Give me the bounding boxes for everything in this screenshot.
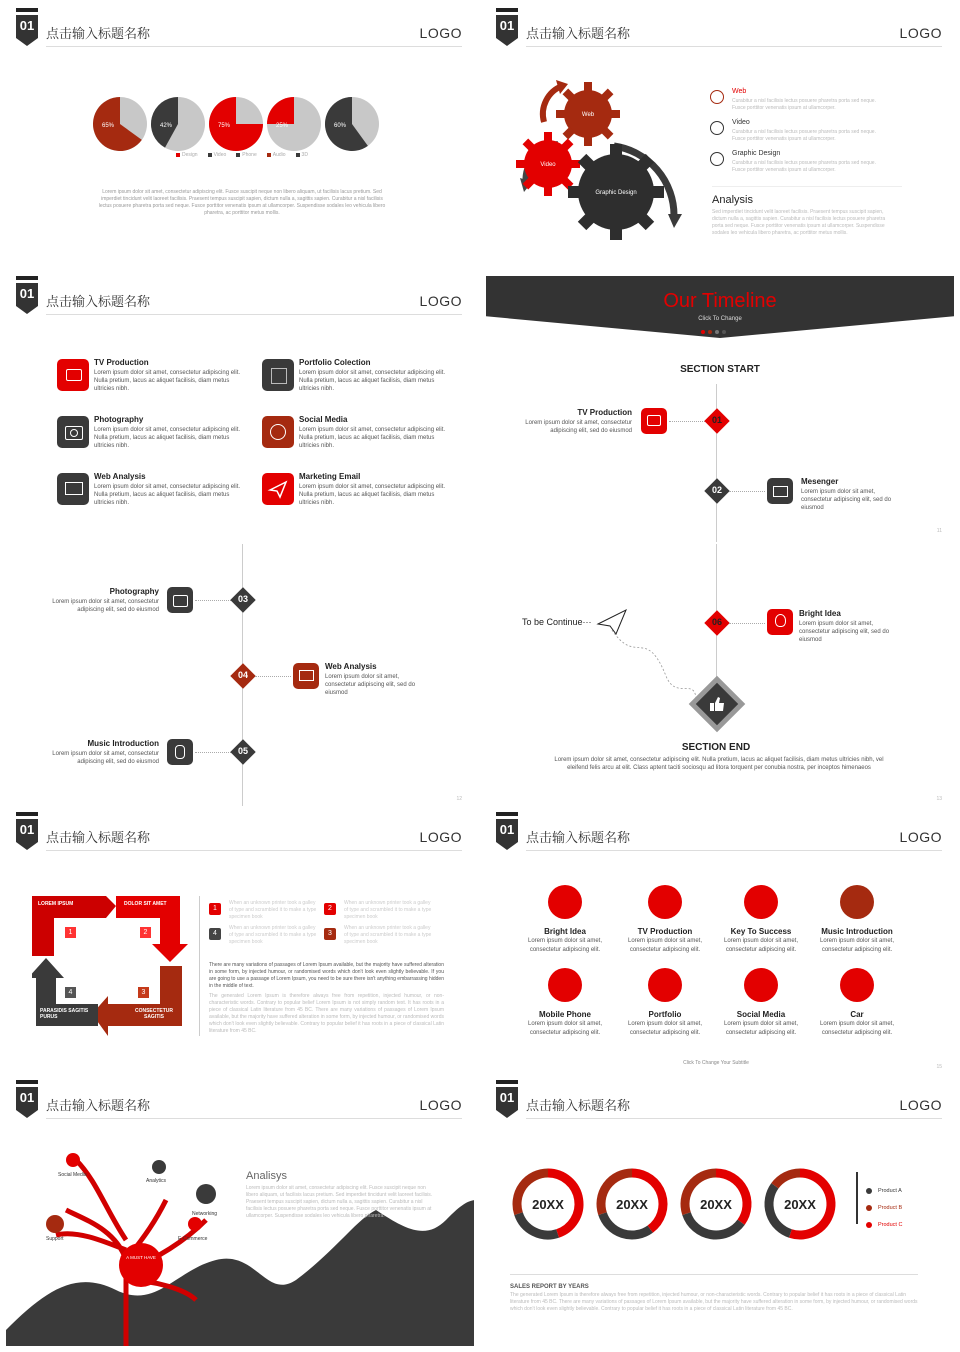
list-item	[710, 119, 886, 150]
gear-graphic-design	[568, 144, 664, 240]
legend-label: Audio	[272, 152, 286, 158]
item-desc: Lorem ipsum dolor sit amet, consectetur adipiscing elit. Nulla pretium, lacus ac aliquet facilisis, diam metus ultricies nibh.	[299, 484, 446, 506]
thumbs-up-icon	[708, 695, 726, 713]
item-title: Portfolio Colection	[299, 358, 371, 367]
connector	[195, 752, 231, 753]
pie-label: 75%	[217, 123, 231, 129]
item-title: Web Analysis	[94, 472, 146, 481]
legend-label: Design	[182, 152, 198, 158]
tree-graphic	[6, 1140, 474, 1346]
item-title: Key To Success	[730, 927, 792, 936]
support-icon	[46, 1215, 64, 1233]
gear-web	[556, 82, 620, 146]
tree-label: E-Commerce	[178, 1236, 208, 1242]
logo: LOGO	[899, 25, 942, 41]
ring-chart	[601, 1173, 663, 1235]
divider	[712, 186, 902, 187]
section-start: SECTION START	[680, 364, 760, 375]
legend-item	[267, 152, 286, 158]
logo: LOGO	[419, 293, 462, 309]
legend-item	[866, 1182, 902, 1199]
tv-icon	[57, 359, 89, 391]
ring-label: 20XX	[700, 1197, 732, 1212]
social-media-icon	[66, 1153, 80, 1167]
event-title: Music Introduction	[87, 739, 159, 748]
subtitle: Click To Change Your Subtitle	[683, 1060, 749, 1066]
slide-title: 点击输入标题名称	[46, 831, 151, 846]
item-title: Bright Idea	[544, 927, 586, 936]
mobile-phone-icon	[548, 968, 582, 1002]
ring-segment	[687, 1214, 742, 1235]
event-desc: Lorem ipsum dolor sit amet, consectetur adipiscing elit, sed do eiusmod	[325, 674, 416, 696]
ecommerce-icon	[188, 1217, 202, 1231]
item-title: TV Production	[94, 358, 149, 367]
pie-chart	[151, 97, 205, 151]
item-title: Photography	[94, 415, 144, 424]
item-text: When an unknown printer took a galley of type and scrambled it to make a type specimen book	[229, 925, 317, 945]
slide-pie-charts	[6, 8, 474, 274]
slide-icon-grid	[486, 812, 954, 1078]
connector	[729, 623, 765, 624]
page-number: 15	[936, 1064, 942, 1070]
logo: LOGO	[899, 1097, 942, 1113]
item-title: Web	[732, 88, 747, 95]
slide-number-badge: 01	[16, 812, 38, 850]
list-item	[710, 88, 886, 119]
legend-label: Product A	[878, 1187, 902, 1194]
monitor-icon	[293, 663, 319, 689]
legend-swatch	[866, 1222, 872, 1228]
legend-item	[866, 1216, 902, 1233]
marker-number: 01	[711, 415, 722, 425]
ring-chart	[517, 1173, 579, 1235]
slide-title: 点击输入标题名称	[526, 831, 631, 846]
ring-legend	[866, 1182, 902, 1233]
cycle-step-number: 4	[65, 987, 76, 998]
event-title: Web Analysis	[325, 662, 377, 671]
arrow-label: LOREM IPSUM	[38, 901, 74, 907]
item-desc: Lorem ipsum dolor sit amet, consectetur adipiscing elit.	[527, 1021, 603, 1036]
tree-label: Networking	[192, 1211, 218, 1217]
pie-slice	[267, 97, 294, 124]
item-desc: Lorem ipsum dolor sit amet, consectetur adipiscing elit. Nulla pretium, lacus ac aliquet facilisis, diam metus ultricies nibh.	[299, 427, 446, 449]
slide-timeline-middle	[6, 544, 474, 810]
item-number: 1	[209, 903, 221, 915]
legend-swatch	[208, 153, 212, 157]
title-divider	[46, 46, 462, 47]
car-icon	[840, 968, 874, 1002]
portfolio-icon	[648, 968, 682, 1002]
item-title: Portfolio	[648, 1010, 682, 1019]
pie-chart	[267, 97, 321, 151]
networking-icon	[196, 1184, 216, 1204]
item-title: Graphic Design	[732, 150, 781, 157]
logo: LOGO	[419, 25, 462, 41]
slide-sales-rings	[486, 1080, 954, 1346]
item-desc: Lorem ipsum dolor sit amet, consectetur adipiscing elit. Nulla pretium, lacus ac aliquet facilisis, diam metus ultricies nibh.	[299, 370, 446, 392]
camera-icon	[167, 587, 193, 613]
ring-label: 20XX	[784, 1197, 816, 1212]
page-number: 12	[456, 796, 462, 802]
legend-label: Video	[213, 152, 227, 158]
item-title: Social Media	[736, 1010, 786, 1019]
connector	[255, 676, 291, 677]
legend-swatch	[866, 1188, 872, 1194]
slide-timeline-end	[486, 544, 954, 810]
event-title: Mesenger	[801, 477, 839, 486]
item-desc: Lorem ipsum dolor sit amet, consectetur adipiscing elit. Nulla pretium, lacus ac aliquet facilisis, diam metus ultricies nibh.	[94, 484, 241, 506]
item-number: 3	[324, 928, 336, 940]
connector	[669, 421, 705, 422]
analysis-text: Sed imperdiet tincidunt velit laoreet facilisis. Praesent tempus suscipit sapien, dictum nulla a, sagittis sapien. Curabitur a nisl facilisis lectus posuere pharetra porta sed neque. Fusce porttitor venenatis ipsum at ullamcorper. Suspendisse sodales leo vehicula libero pharetra, ac porttitor metus mollis.	[712, 209, 886, 236]
event-desc: Lorem ipsum dolor sit amet, consectetur adipiscing elit, sed do eiusmod	[52, 599, 159, 613]
legend-item	[866, 1199, 902, 1216]
item-desc: Curabitur a nisl facilisis lectus posuere pharetra porta sed neque. Fusce porttitor venenatis ipsum at ullamcorper.	[732, 160, 876, 173]
key-icon	[744, 885, 778, 919]
event-title: Photography	[109, 587, 159, 596]
svg-text:Graphic Design: Graphic Design	[595, 190, 637, 196]
music-icon	[840, 885, 874, 919]
marker-number: 06	[711, 617, 722, 627]
pie-chart	[209, 97, 263, 151]
item-desc: Lorem ipsum dolor sit amet, consectetur adipiscing elit. Nulla pretium, lacus ac aliquet facilisis, diam metus ultricies nibh.	[94, 370, 241, 392]
event-desc: Lorem ipsum dolor sit amet, consectetur adipiscing elit, sed do eiusmod	[799, 621, 890, 643]
item-title: Music Introduction	[821, 927, 893, 936]
ring-label: 20XX	[532, 1197, 564, 1212]
cycle-step-number: 3	[138, 987, 149, 998]
item-title: Mobile Phone	[539, 1010, 591, 1019]
tree-label: Social Media	[58, 1172, 87, 1178]
item-number: 4	[209, 928, 221, 940]
slide-timeline-start	[486, 276, 954, 542]
legend-label: Phone	[242, 152, 257, 158]
item-title: Video	[732, 119, 750, 126]
ring-segment	[775, 1173, 800, 1186]
legend-swatch	[236, 153, 240, 157]
svg-text:Video: Video	[540, 162, 556, 168]
legend-item	[208, 152, 227, 158]
analysis-text: Lorem ipsum dolor sit amet, consectetur adipiscing elit. Fusce suscipit neque non libero aliquam, ut facilisis lacus pretium. Sed imperdiet tincidunt velit laoreet facilisis. Praesent tempus suscipit sapien, dictum nulla a, sagittis sapien. Curabitur a nisl facilisis lectus posuere pharetra porta sed neque. Fusce porttitor venenatis ipsum at ullamcorper. Suspendisse sodales leo vehicula libero pharetra.	[246, 1185, 433, 1219]
pie-chart	[93, 97, 147, 151]
arrow-label: DOLOR SIT AMET	[124, 901, 167, 907]
cycle-step-number: 1	[65, 927, 76, 938]
title-divider	[526, 1118, 942, 1119]
item-title: Social Media	[299, 415, 348, 424]
arrow-label: CONSECTETUR SAGITIS	[134, 1008, 174, 1020]
item-text: When an unknown printer took a galley of type and scrambled it to make a type specimen book	[344, 925, 432, 945]
analytics-icon	[152, 1160, 166, 1174]
ring-label: 20XX	[616, 1197, 648, 1212]
pie-legend	[176, 152, 308, 158]
marker-number: 04	[237, 670, 248, 680]
title-divider	[46, 850, 462, 851]
graphic-design-icon	[710, 152, 724, 166]
slide-title: 点击输入标题名称	[46, 1099, 151, 1114]
page-number: 11	[936, 528, 942, 534]
title-divider	[46, 1118, 462, 1119]
item-desc: Lorem ipsum dolor sit amet, consectetur adipiscing elit.	[723, 1021, 799, 1036]
section-end: SECTION END	[681, 742, 751, 753]
divider	[199, 896, 200, 1036]
item-desc: Lorem ipsum dolor sit amet, consectetur adipiscing elit. Nulla pretium, lacus ac aliquet facilisis, diam metus ultricies nibh.	[94, 427, 241, 449]
slide-title: 点击输入标题名称	[526, 27, 631, 42]
video-icon	[710, 121, 724, 135]
divider	[510, 1274, 918, 1275]
gears-graphic	[496, 66, 686, 246]
item-desc: Curabitur a nisl facilisis lectus posuere pharetra porta sed neque. Fusce porttitor venenatis ipsum at ullamcorper.	[732, 129, 876, 142]
item-number: 2	[324, 903, 336, 915]
slide-number-badge: 01	[496, 812, 518, 850]
section-end-text: Lorem ipsum dolor sit amet, consectetur adipiscing elit. Nulla pretium, lacus ac aliquet facilisis, diam metus ultricies nibh, vel eleifend felis arcu at elit. Class aptent taciti sociosqu ad litora torquent per conubia nostra, per inceptos himenaeos	[554, 757, 884, 771]
slide-title: 点击输入标题名称	[46, 27, 151, 42]
slide-number-badge: 01	[16, 276, 38, 314]
svg-text:Web: Web	[581, 112, 595, 118]
report-title: SALES REPORT BY YEARS	[510, 1284, 589, 1290]
slide-number-badge: 01	[496, 8, 518, 46]
to-be-continue: To be Continue···	[522, 617, 592, 627]
light-bulb-icon	[548, 885, 582, 919]
slide-dots	[701, 330, 726, 334]
title-divider	[526, 850, 942, 851]
marker-number: 02	[711, 485, 722, 495]
mail-icon	[767, 478, 793, 504]
legend-swatch	[296, 153, 300, 157]
social-media-icon	[262, 416, 294, 448]
timeline-subtitle: Click To Change	[698, 316, 742, 322]
item-title: Car	[850, 1010, 864, 1019]
ring-chart-row	[512, 1166, 844, 1242]
slide-number-badge: 01	[16, 8, 38, 46]
analysis-title: Analisys	[246, 1170, 287, 1182]
report-text: The generated Lorem Ipsum is therefore always free from repetition, injected humour, or non-characteristic words. Contrary to popular belief it has roots in a piece of classical Latin literature from 45 BC. There are many variations of passages of Lorem Ipsum available, but the majority have suffered alteration in some form, by injected humour, or randomised words which don't look even slightly believable. Contrary to popular belief it has roots in a piece of classical Latin literature from 45 BC.	[510, 1292, 918, 1312]
body-paragraph: There are many variations of passages of Lorem Ipsum available, but the majority have suffered alteration in some form, by injected humour, or randomised words which don't look even slightly believable. If you are going to use a passage of Lorem Ipsum, you need to be sure there isn't anything embarrassing hidden in the middle of text.	[209, 962, 444, 989]
legend-swatch	[176, 153, 180, 157]
item-title: Marketing Email	[299, 472, 361, 481]
slide-services-grid	[6, 276, 474, 542]
list-item	[710, 150, 886, 181]
item-desc: Lorem ipsum dolor sit amet, consectetur adipiscing elit.	[527, 938, 603, 953]
event-title: Bright Idea	[799, 609, 841, 618]
item-desc: Curabitur a nisl facilisis lectus posuere pharetra porta sed neque. Fusce porttitor venenatis ipsum at ullamcorper.	[732, 98, 876, 111]
portfolio-icon	[262, 359, 294, 391]
body-paragraph: Lorem ipsum dolor sit amet, consectetur adipiscing elit. Fusce suscipit neque non libero aliquam, ut facilisis lacus pretium. Sed imperdiet tincidunt velit laoreet facilisis. Praesent tempus suscipit sapien, dictum nulla a, sagittis sapien. Curabitur a nisl facilisis lectus posuere pharetra porta sed neque. Fusce porttitor venenatis ipsum at ullamcorper. Suspendisse sodales leo vehicula libero pharetra, ac porttitor metus mollis.	[98, 189, 386, 216]
slide-number-badge: 01	[496, 1080, 518, 1118]
connector	[729, 491, 765, 492]
legend-label: 3D	[301, 152, 308, 158]
connector	[195, 600, 231, 601]
item-text: When an unknown printer took a galley of type and scrambled it to make a type specimen book	[344, 900, 432, 920]
legend-label: Product C	[878, 1221, 903, 1228]
ring-segment	[519, 1214, 558, 1235]
body-paragraph: The generated Lorem Ipsum is therefore always free from repetition, injected humour, or non-characteristic words. Contrary to popular belief Lorem Ipsum is not simply random text. It has roots in a piece of classical Latin literature from 45 BC. There are many variations of passages of Lorem Ipsum available, but the majority have suffered alteration in some form, by injected humour, or randomised words which don't look even slightly believable. Contrary to popular belief it has roots in a piece of classical Latin literature from 45 BC.	[209, 993, 444, 1034]
pie-label: 25%	[275, 123, 289, 129]
legend-item	[296, 152, 308, 158]
event-title: TV Production	[577, 408, 632, 417]
timeline-title: Our Timeline	[663, 290, 777, 312]
gear-item-list	[710, 88, 886, 181]
logo: LOGO	[419, 1097, 462, 1113]
logo: LOGO	[419, 829, 462, 845]
slide-tree	[6, 1080, 474, 1346]
event-desc: Lorem ipsum dolor sit amet, consectetur adipiscing elit, sed do eiusmod	[801, 489, 892, 511]
item-desc: Lorem ipsum dolor sit amet, consectetur adipiscing elit.	[627, 1021, 703, 1036]
item-desc: Lorem ipsum dolor sit amet, consectetur adipiscing elit.	[819, 1021, 895, 1036]
pie-label: 65%	[101, 123, 115, 129]
ring-chart	[685, 1173, 747, 1235]
legend-item	[236, 152, 256, 158]
legend-swatch	[267, 153, 271, 157]
slide-title: 点击输入标题名称	[46, 295, 151, 310]
logo: LOGO	[899, 829, 942, 845]
monitor-icon	[57, 473, 89, 505]
web-icon	[710, 90, 724, 104]
light-bulb-icon	[767, 609, 793, 635]
event-desc: Lorem ipsum dolor sit amet, consectetur adipiscing elit, sed do eiusmod	[52, 751, 159, 765]
marker-number: 05	[237, 746, 248, 756]
tv-icon	[641, 408, 667, 434]
page-number: 13	[936, 796, 942, 802]
legend-item	[176, 152, 198, 158]
tv-icon	[648, 885, 682, 919]
slide-arrow-cycle	[6, 812, 474, 1078]
title-divider	[526, 46, 942, 47]
slide-number-badge: 01	[16, 1080, 38, 1118]
item-title: TV Production	[637, 927, 693, 936]
cycle-step-number: 2	[140, 927, 151, 938]
social-media-icon	[744, 968, 778, 1002]
legend-divider	[856, 1172, 858, 1224]
ring-chart	[769, 1173, 831, 1235]
title-divider	[46, 314, 462, 315]
item-desc: Lorem ipsum dolor sit amet, consectetur adipiscing elit.	[627, 938, 703, 953]
pie-chart-row	[90, 90, 390, 160]
ring-segment	[603, 1214, 651, 1235]
item-desc: Lorem ipsum dolor sit amet, consectetur adipiscing elit.	[723, 938, 799, 953]
camera-icon	[57, 416, 89, 448]
legend-label: Product B	[878, 1204, 903, 1211]
slide-title: 点击输入标题名称	[526, 1099, 631, 1114]
pie-label: 42%	[159, 123, 173, 129]
tree-center-label: A MUST HAVE	[126, 1255, 156, 1260]
tree-label: Support	[46, 1236, 64, 1242]
analysis-title: Analysis	[712, 194, 753, 206]
slide-gears	[486, 8, 954, 274]
music-icon	[167, 739, 193, 765]
pie-label: 60%	[333, 123, 347, 129]
item-desc: Lorem ipsum dolor sit amet, consectetur adipiscing elit.	[819, 938, 895, 953]
event-desc: Lorem ipsum dolor sit amet, consectetur adipiscing elit, sed do eiusmod	[525, 420, 632, 434]
tree-label: Analytics	[146, 1178, 167, 1184]
paper-plane-icon	[262, 473, 294, 505]
arrow-label: PARASIDIS SAGITIS PURUS	[40, 1008, 89, 1020]
item-text: When an unknown printer took a galley of type and scrambled it to make a type specimen book	[229, 900, 317, 920]
pie-chart	[325, 97, 379, 151]
legend-swatch	[866, 1205, 872, 1211]
marker-number: 03	[237, 594, 248, 604]
